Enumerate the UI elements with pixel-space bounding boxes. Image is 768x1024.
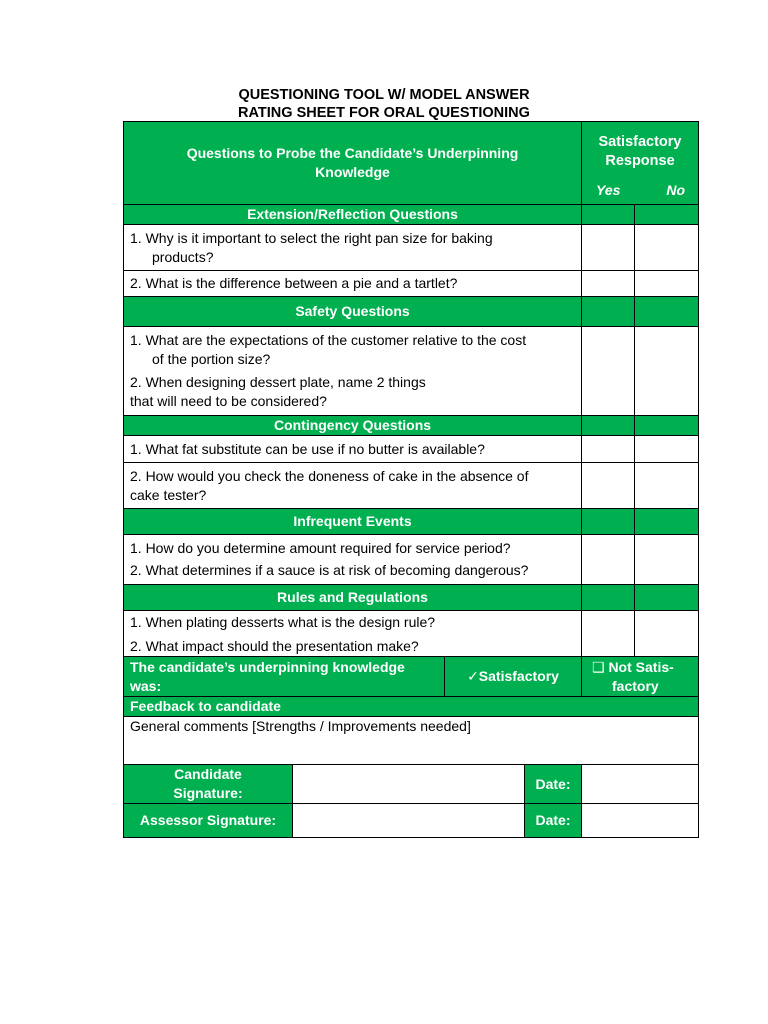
assessor-signature-field[interactable]	[293, 804, 525, 838]
result-table	[123, 656, 699, 765]
yes-cell[interactable]	[582, 535, 635, 585]
question-safety: 1. What are the expectations of the customer relative to the cost of the portion size? 2. When designing dessert plate, name 2 things that will need to be considered?	[124, 327, 582, 416]
no-cell[interactable]	[635, 297, 699, 327]
no-cell[interactable]	[635, 585, 699, 611]
section-extension-title: Extension/Reflection Questions	[124, 205, 582, 225]
yes-cell[interactable]	[582, 416, 635, 436]
question-extension-2: 2. What is the difference between a pie and a tartlet?	[124, 271, 582, 297]
no-cell[interactable]	[635, 535, 699, 585]
yes-cell[interactable]	[582, 509, 635, 535]
assessor-date-field[interactable]	[582, 804, 699, 838]
no-cell[interactable]	[635, 509, 699, 535]
section-rules-title: Rules and Regulations	[124, 585, 582, 611]
candidate-signature-field[interactable]	[293, 765, 525, 804]
no-cell[interactable]	[635, 225, 699, 271]
assessor-signature-label: Assessor Signature:	[124, 804, 293, 838]
general-comments-label: General comments [Strengths / Improvements needed]	[130, 718, 471, 734]
yes-cell[interactable]	[582, 436, 635, 463]
questions-heading: Questions to Probe the Candidate’s Underpinning Knowledge	[124, 122, 582, 205]
yes-label: Yes	[596, 182, 621, 198]
yes-cell[interactable]	[582, 611, 635, 659]
no-cell[interactable]	[635, 327, 699, 416]
yes-cell[interactable]	[582, 271, 635, 297]
no-cell[interactable]	[635, 436, 699, 463]
question-contingency-2: 2. How would you check the doneness of cake in the absence of cake tester?	[124, 463, 582, 509]
no-cell[interactable]	[635, 463, 699, 509]
yes-cell[interactable]	[582, 297, 635, 327]
document-title: QUESTIONING TOOL W/ MODEL ANSWER	[238, 87, 530, 103]
general-comments-field[interactable]	[124, 717, 699, 765]
satisfactory-response-header: Satisfactory Response Yes No	[582, 122, 699, 205]
feedback-title: Feedback to candidate	[124, 697, 699, 717]
assessor-date-label: Date:	[525, 804, 582, 838]
section-safety-title: Safety Questions	[124, 297, 582, 327]
candidate-date-field[interactable]	[582, 765, 699, 804]
not-satisfactory-option[interactable]: ❑ Not Satis- factory	[582, 657, 699, 697]
candidate-signature-label: Candidate Signature:	[124, 765, 293, 804]
yes-cell[interactable]	[582, 205, 635, 225]
question-contingency-1: 1. What fat substitute can be use if no butter is available?	[124, 436, 582, 463]
question-infrequent: 1. How do you determine amount required for service period? 2. What determines if a sauce is at risk of becoming dangerous?	[124, 535, 582, 585]
section-contingency-title: Contingency Questions	[124, 416, 582, 436]
result-label: The candidate’s underpinning knowledge was:	[124, 657, 445, 697]
questions-table	[123, 121, 699, 659]
yes-cell[interactable]	[582, 463, 635, 509]
yes-cell[interactable]	[582, 585, 635, 611]
no-cell[interactable]	[635, 205, 699, 225]
no-cell[interactable]	[635, 271, 699, 297]
satisfactory-option[interactable]: ✓Satisfactory	[445, 657, 582, 697]
no-label: No	[666, 182, 685, 198]
candidate-date-label: Date:	[525, 765, 582, 804]
no-cell[interactable]	[635, 611, 699, 659]
question-rules: 1. When plating desserts what is the design rule? 2. What impact should the presentation make?	[124, 611, 582, 659]
section-infrequent-title: Infrequent Events	[124, 509, 582, 535]
yes-cell[interactable]	[582, 225, 635, 271]
no-cell[interactable]	[635, 416, 699, 436]
document-subtitle: RATING SHEET FOR ORAL QUESTIONING	[238, 105, 530, 121]
yes-cell[interactable]	[582, 327, 635, 416]
signature-table	[123, 764, 699, 838]
question-extension-1: 1. Why is it important to select the right pan size for baking products?	[124, 225, 582, 271]
